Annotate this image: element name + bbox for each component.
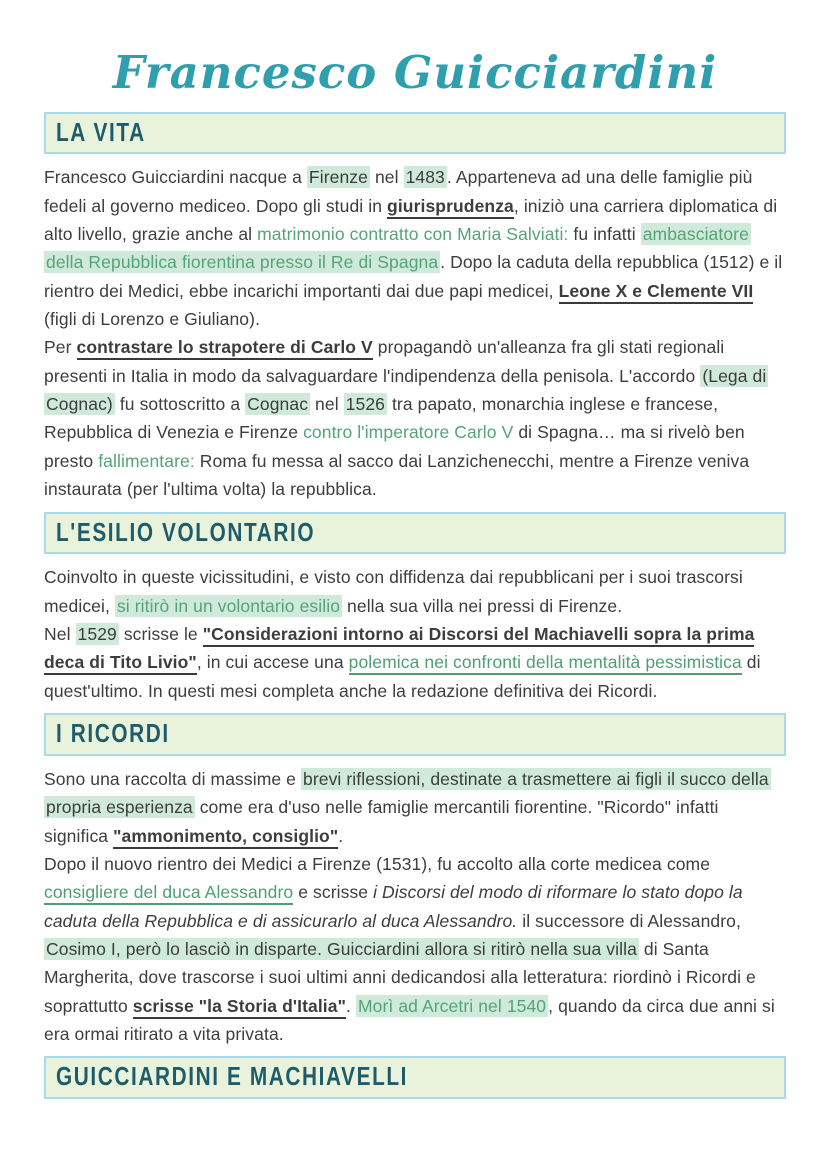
text-segment-ghl: ambasciatore della Repubblica fiorentina presso il Re di Spagna bbox=[46, 224, 749, 273]
text-segment-u: Leone X e Clemente VII bbox=[559, 281, 754, 304]
section-body-esilio-volontario bbox=[44, 563, 786, 705]
text-segment-gu: polemica nei confronti della mentalità pessimistica bbox=[349, 652, 742, 675]
text-segment-p: . bbox=[338, 825, 344, 846]
text-segment-p: Coinvolto in queste vicissitudini, e visto con diffidenza dai repubblicani per i suoi trascorsi medicei, bbox=[44, 567, 743, 616]
text-segment-p: di quest'ultimo. In questi mesi completa anche la redazione definitiva dei Ricordi. bbox=[44, 652, 761, 701]
text-segment-u: contrastare lo strapotere di Carlo V bbox=[77, 337, 373, 360]
text-segment-p: Francesco Guicciardini nacque a bbox=[44, 167, 307, 188]
page-title: Francesco Guicciardini bbox=[112, 46, 718, 99]
text-segment-p: Nel bbox=[44, 624, 76, 645]
section-body-i-ricordi bbox=[44, 765, 786, 1048]
text-segment-hl: brevi riflessioni, destinate a trasmettere ai figli il succo della propria esperienza bbox=[46, 769, 769, 818]
text-segment-hl: Cosimo I, però lo lasciò in disparte. Guicciardini allora si ritirò nella sua villa bbox=[46, 939, 637, 960]
section-heading-label: I RICORDI bbox=[56, 718, 170, 749]
section-heading-label: L'ESILIO VOLONTARIO bbox=[56, 516, 316, 547]
section-body-la-vita bbox=[44, 163, 786, 503]
text-segment-p: propagandò un'alleanza fra gli stati regionali presenti in Italia in modo da salvaguardare l'indipendenza della penisola. L'accordo bbox=[44, 337, 725, 386]
text-segment-u: "Considerazioni intorno ai Discorsi del Machiavelli sopra la prima deca di Tito Livio" bbox=[44, 624, 754, 675]
text-segment-u: scrisse "la Storia d'Italia" bbox=[133, 996, 346, 1019]
text-segment-p: Roma fu messa al sacco dai Lanzichenecchi, mentre a Firenze veniva instaurata (per l'ultima volta) la repubblica. bbox=[44, 450, 750, 500]
section-la-vita bbox=[44, 112, 786, 504]
text-segment-p: nel bbox=[310, 394, 344, 415]
text-segment-hl: (Lega di Cognac) bbox=[46, 365, 767, 415]
text-segment-p: . bbox=[346, 995, 356, 1016]
text-segment-p: di Santa Margherita, dove trascorse i suoi ultimi anni dedicandosi alla letteratura: riordinò i Ricordi e soprattutto bbox=[44, 939, 756, 1016]
section-heading-la-vita bbox=[44, 112, 786, 155]
text-segment-p: e scrisse bbox=[293, 882, 374, 903]
section-esilio-volontario bbox=[44, 512, 786, 706]
text-segment-p: scrisse le bbox=[118, 624, 203, 645]
text-segment-p: Sono una raccolta di massime e bbox=[44, 769, 301, 790]
text-segment-p: fu infatti bbox=[568, 224, 641, 245]
text-segment-u: giurisprudenza bbox=[387, 196, 514, 219]
text-segment-hl: Firenze bbox=[308, 167, 368, 188]
text-segment-p: , in cui accese una bbox=[196, 652, 349, 673]
text-segment-g: contro l'imperatore Carlo V bbox=[303, 422, 514, 443]
text-segment-p: Per bbox=[44, 337, 77, 358]
text-segment-p: tra papato, monarchia inglese e francese, Repubblica di Venezia e Firenze bbox=[44, 394, 719, 443]
text-segment-p: (figli di Lorenzo e Giuliano). bbox=[44, 309, 261, 330]
text-segment-p: fu sottoscritto a bbox=[114, 394, 246, 415]
text-segment-ghl: si ritirò in un volontario esilio bbox=[116, 595, 341, 616]
text-segment-i: i Discorsi del modo di riformare lo stato dopo la caduta della Repubblica e di assicurarlo al duca Alessandro. bbox=[44, 882, 743, 931]
text-segment-hl: 1529 bbox=[77, 624, 117, 645]
text-segment-g: fallimentare: bbox=[98, 450, 195, 471]
section-guicciardini-e-machiavelli bbox=[44, 1056, 786, 1099]
text-segment-p: . Dopo la caduta della repubblica (1512) e il rientro dei Medici, ebbe incarichi importanti dai due papi medicei, bbox=[44, 252, 783, 301]
text-segment-ghl: Morì ad Arcetri nel 1540 bbox=[357, 995, 547, 1016]
text-segment-p: . Apparteneva ad una delle famiglie più fedeli al governo mediceo. Dopo gli studi in bbox=[44, 167, 753, 216]
section-heading-guicciardini-e-machiavelli bbox=[44, 1056, 786, 1099]
text-segment-gu: consigliere del duca Alessandro bbox=[44, 882, 293, 905]
text-segment-p: nella sua villa nei pressi di Firenze. bbox=[342, 595, 623, 616]
section-heading-label: GUICCIARDINI E MACHIAVELLI bbox=[56, 1061, 409, 1092]
text-segment-p: , quando da circa due anni si era ormai ritirato a vita privata. bbox=[44, 995, 775, 1045]
section-i-ricordi bbox=[44, 713, 786, 1048]
section-heading-label: LA VITA bbox=[56, 116, 146, 147]
text-segment-hl: Cognac bbox=[247, 394, 309, 415]
text-segment-p: nel bbox=[369, 167, 404, 188]
text-segment-hl: 1483 bbox=[405, 167, 445, 188]
section-heading-esilio-volontario bbox=[44, 512, 786, 555]
text-segment-p: di Spagna… ma si rivelò ben presto bbox=[44, 422, 745, 471]
text-segment-p: Dopo il nuovo rientro dei Medici a Firenze (1531), fu accolto alla corte medicea come bbox=[44, 854, 711, 875]
text-segment-g: matrimonio contratto con Maria Salviati: bbox=[257, 224, 569, 245]
text-segment-p: come era d'uso nelle famiglie mercantili fiorentine. "Ricordo" infatti significa bbox=[44, 797, 719, 846]
text-segment-u: "ammonimento, consiglio" bbox=[113, 826, 338, 849]
text-segment-p: , iniziò una carriera diplomatica di alto livello, grazie anche al bbox=[44, 195, 778, 245]
section-heading-i-ricordi bbox=[44, 713, 786, 756]
text-segment-hl: 1526 bbox=[345, 394, 385, 415]
text-segment-p: il successore di Alessandro, bbox=[517, 910, 741, 931]
